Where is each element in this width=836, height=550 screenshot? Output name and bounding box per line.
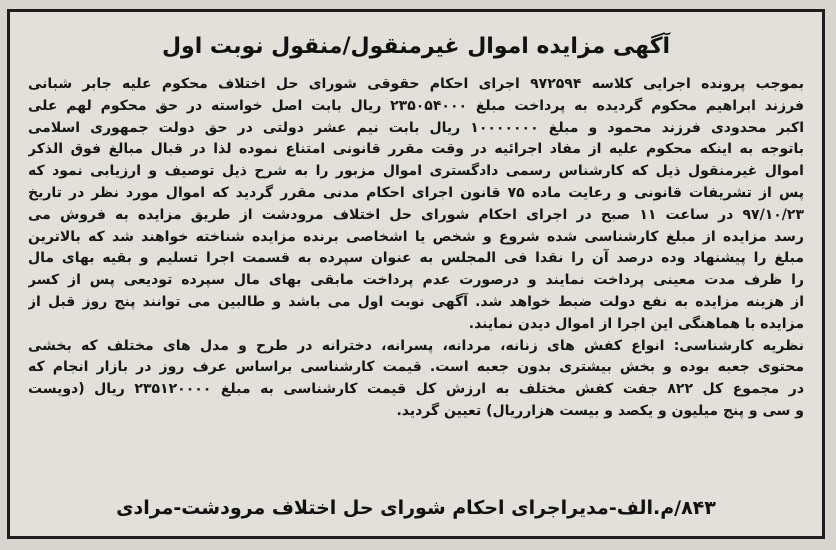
notice-frame: [7, 9, 825, 539]
body-line: بموجب پرونده اجرایی کلاسه ۹۷۲۵۹۴ اجرای احکام حقوقی شورای حل اختلاف محکوم علیه جابر شبانی: [28, 76, 804, 92]
notice-body: [28, 74, 804, 423]
body-line: فرزند ابراهیم محکوم گردیده به پرداخت مبلغ ۲۳۵۰۵۴۰۰۰ ریال بابت اصل خواسته در حق محکوم لهم علی: [28, 97, 804, 114]
expert-opinion-line: و سی و پنج میلیون و یکصد و بیست هزارریال) تعیین گردید.: [396, 402, 804, 419]
expert-opinion-line: در مجموع کل ۸۲۲ جفت کفش مختلف به ارزش کل قیمت کارشناسی به مبلغ ۲۳۵۱۲۰۰۰۰ ریال (دویست: [28, 381, 804, 398]
body-line: مبلغ را پیشنهاد وده درصد آن را نقدا فی المجلس به عنوان سپرده به قسمت اجرا تسلیم و بقیه بهای مال: [28, 250, 804, 267]
notice-footer: ۸۴۳/م.الف-مدیراجرای احکام شورای حل اختلاف مرودشت-مرادی: [116, 497, 716, 519]
body-line: ۹۷/۱۰/۲۳ در ساعت ۱۱ صبح در اجرای احکام شورای حل اختلاف مرودشت از طریق مزایده به فروش می: [28, 206, 804, 223]
expert-opinion-line: محتوی جعبه بوده و بخش بیشتری بدون جعبه است. قیمت کارشناسی براساس عرف روز در بازار انجام که: [28, 359, 804, 376]
body-line: باتوجه به اینکه محکوم علیه از مفاد اجرائیه در وقت مقرر قانونی امتناع نموده لذا در قبال مبالغ فوق الذکر: [28, 141, 804, 158]
notice-title: آگهی مزایده اموال غیرمنقول/منقول نوبت اول: [161, 34, 671, 59]
body-line: رسد مزایده از مبلغ کارشناسی شده شروع و شخص یا اشخاصی برنده مزایده شناخته خواهند شد که بالاترین: [28, 228, 804, 245]
body-line: مزایده با هماهنگی این اجرا از اموال دیدن نمایند.: [468, 315, 804, 332]
body-line: از هزینه مزایده به نفع دولت ضبط خواهد شد. آگهی نوبت اول می باشد و طالبین می توانند پنج روز قبل از: [28, 293, 804, 310]
expert-opinion-line: نظریه کارشناسی: انواع کفش های زنانه، مردانه، پسرانه، دخترانه در طرح و مدل های مختلف که بخشی: [28, 337, 804, 354]
body-line: پس از تشریفات قانونی و رعایت ماده ۷۵ قانون اجرای احکام مدنی مقرر گردید که اموال مورد نظر در تاریخ: [28, 184, 804, 201]
body-line: را ظرف مدت معینی پرداخت نمایند و درصورت عدم پرداخت مابقی بهای مال سپرده تودیعی پس از کسر: [28, 272, 804, 289]
body-line: اکبر محدودی فرزند محمود و مبلغ ۱۰۰۰۰۰۰۰ ریال بابت نیم عشر دولتی در حق دولت جمهوری اسلامی: [28, 119, 804, 136]
body-line: اموال غیرمنقول ذیل که کارشناس رسمی دادگستری اموال مزبور را به شرح ذیل توصیف و ارزیابی نمود که: [28, 163, 804, 180]
